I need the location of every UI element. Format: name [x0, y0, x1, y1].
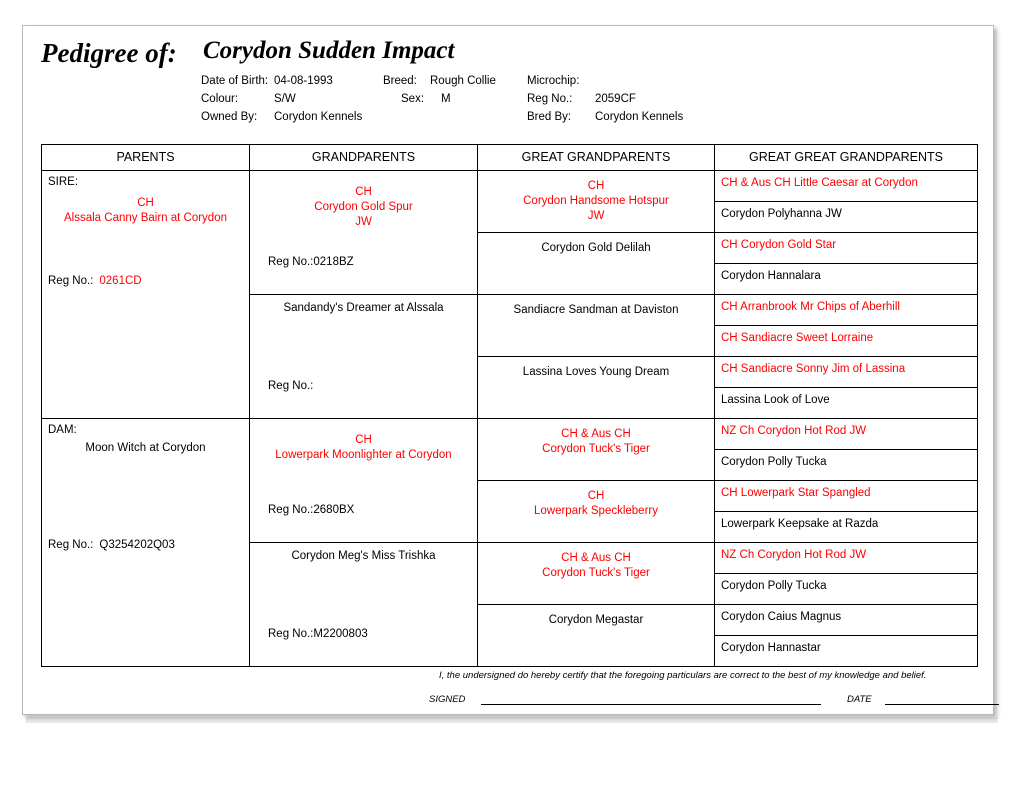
gggp-cell-12 [715, 512, 978, 543]
gggp-cell-1 [715, 171, 978, 202]
sire-title: CH [137, 197, 154, 209]
sire-reg-value: 0261CD [99, 275, 142, 287]
gggp-cell-3 [715, 233, 978, 264]
table-row [42, 419, 978, 450]
pedigree-table [41, 144, 978, 667]
col-header-grandparents: GRANDPARENTS [250, 145, 478, 171]
gggp-cell-11 [715, 481, 978, 512]
gggp-cell-16 [715, 636, 978, 667]
grandparent-cell-2 [250, 295, 478, 419]
microchip-label: Microchip: [527, 75, 580, 87]
great-grandparent-cell-6 [478, 481, 715, 543]
gggp-3-name: CH Corydon Gold Star [721, 239, 837, 251]
grandparent-1-name: Corydon Gold Spur [314, 201, 413, 213]
gggp-cell-13 [715, 543, 978, 574]
gggp-cell-15 [715, 605, 978, 636]
ggp-3-title [478, 295, 714, 303]
ggp-6-name: Lowerpark Speckleberry [533, 505, 658, 517]
grandparent-1-suffix: JW [355, 216, 372, 228]
owned-by-value: Corydon Kennels [274, 111, 363, 123]
gggp-8-name: Lassina Look of Love [721, 394, 830, 406]
owned-by-label: Owned By: [201, 111, 258, 123]
gggp-1-name: CH & Aus CH Little Caesar at Corydon [721, 177, 918, 189]
bred-by-label: Bred By: [527, 111, 572, 123]
ggp-3-name: Sandiacre Sandman at Daviston [513, 304, 679, 316]
bred-by-value: Corydon Kennels [595, 111, 684, 123]
parent-sire-cell [42, 171, 250, 419]
dog-meta-block [201, 72, 901, 126]
col-header-great-grandparents: GREAT GRANDPARENTS [478, 145, 715, 171]
signed-label: SIGNED [429, 694, 466, 705]
table-header-row [42, 145, 978, 171]
col-header-parents: PARENTS [42, 145, 250, 171]
date-label: DATE [847, 694, 872, 705]
grandparent-4-reg-value: M2200803 [313, 628, 368, 640]
sire-reg-label: Reg No.: [48, 275, 94, 287]
grandparent-1-reg-label: Reg No.: [268, 256, 314, 268]
ggp-7-title: CH & Aus CH [561, 552, 631, 564]
dob-label: Date of Birth: [201, 75, 269, 87]
grandparent-4-name: Corydon Meg's Miss Trishka [291, 550, 436, 562]
grandparent-2-name: Sandandy's Dreamer at Alssala [283, 302, 444, 314]
ggp-1-name: Corydon Handsome Hotspur [523, 195, 669, 207]
ggp-6-title: CH [587, 490, 605, 502]
ggp-8-name: Corydon Megastar [548, 614, 644, 626]
grandparent-3-reg-label: Reg No.: [268, 504, 314, 516]
gggp-cell-9 [715, 419, 978, 450]
gggp-10-name: Corydon Polly Tucka [721, 456, 827, 468]
great-grandparent-cell-2 [478, 233, 715, 295]
great-grandparent-cell-8 [478, 605, 715, 667]
sex-value: M [441, 93, 451, 105]
dam-reg-label: Reg No.: [48, 539, 94, 551]
gggp-4-name: Corydon Hannalara [721, 270, 821, 282]
ggp-1-title: CH [587, 180, 605, 192]
grandparent-cell-4 [250, 543, 478, 667]
gggp-13-name: NZ Ch Corydon Hot Rod JW [721, 549, 867, 561]
meta-row-3 [201, 108, 901, 126]
grandparent-3-name: Lowerpark Moonlighter at Corydon [275, 449, 452, 461]
gggp-cell-7 [715, 357, 978, 388]
great-grandparent-cell-5 [478, 419, 715, 481]
gggp-cell-14 [715, 574, 978, 605]
parent-dam-cell [42, 419, 250, 667]
colour-label: Colour: [201, 93, 239, 105]
gggp-11-name: CH Lowerpark Star Spangled [721, 487, 871, 499]
great-grandparent-cell-7 [478, 543, 715, 605]
ggp-1-suffix: JW [587, 210, 605, 222]
pedigree-sheet [22, 25, 994, 715]
grandparent-1-reg [268, 256, 354, 268]
breed-label: Breed: [383, 75, 417, 87]
certification-text: I, the undersigned do hereby certify that the foregoing particulars are correct to the best of my knowledge and belief. [439, 670, 927, 681]
grandparent-2-reg [268, 380, 313, 392]
regno-label: Reg No.: [527, 93, 573, 105]
grandparent-1-reg-value: 0218BZ [313, 256, 354, 268]
grandparent-1-title: CH [355, 186, 372, 198]
grandparent-2-reg-label: Reg No.: [268, 380, 314, 392]
gggp-cell-6 [715, 326, 978, 357]
dob-value: 04-08-1993 [274, 75, 333, 87]
sex-label: Sex: [401, 93, 425, 105]
gggp-cell-10 [715, 450, 978, 481]
colour-value: S/W [274, 93, 296, 105]
gggp-2-name: Corydon Polyhanna JW [721, 208, 842, 220]
sire-reg [48, 275, 142, 287]
grandparent-3-reg-value: 2680BX [313, 504, 355, 516]
gggp-cell-4 [715, 264, 978, 295]
meta-row-2 [201, 90, 901, 108]
grandparent-3-reg [268, 504, 354, 516]
gggp-cell-8 [715, 388, 978, 419]
great-grandparent-cell-4 [478, 357, 715, 419]
gggp-9-name: NZ Ch Corydon Hot Rod JW [721, 425, 867, 437]
ggp-2-title [478, 233, 714, 241]
gggp-5-name: CH Arranbrook Mr Chips of Aberhill [721, 301, 900, 313]
signature-row [429, 692, 989, 708]
dam-reg [48, 539, 175, 551]
great-grandparent-cell-1 [478, 171, 715, 233]
grandparent-cell-1 [250, 171, 478, 295]
gggp-6-name: CH Sandiacre Sweet Lorraine [721, 332, 874, 344]
ggp-8-title [478, 605, 714, 613]
signature-line[interactable] [481, 704, 821, 705]
ggp-7-name: Corydon Tuck's Tiger [542, 567, 650, 579]
meta-row-1 [201, 72, 901, 90]
page-shadow [26, 717, 998, 723]
regno-value: 2059CF [595, 93, 636, 105]
grandparent-4-reg [268, 628, 368, 640]
grandparent-3-title: CH [355, 434, 372, 446]
ggp-2-name: Corydon Gold Delilah [541, 242, 651, 254]
sire-name: Alssala Canny Bairn at Corydon [64, 212, 227, 224]
dog-name-title: Corydon Sudden Impact [203, 37, 455, 64]
grandparent-4-reg-label: Reg No.: [268, 628, 314, 640]
dam-role-label: DAM: [48, 424, 77, 436]
ggp-5-name: Corydon Tuck's Tiger [542, 443, 650, 455]
table-row [42, 171, 978, 202]
grandparent-cell-3 [250, 419, 478, 543]
breed-value: Rough Collie [430, 75, 496, 87]
sire-role-label: SIRE: [48, 176, 79, 188]
ggp-4-title [478, 357, 714, 365]
gggp-15-name: Corydon Caius Magnus [721, 611, 842, 623]
dam-name: Moon Witch at Corydon [85, 442, 206, 454]
great-grandparent-cell-3 [478, 295, 715, 357]
pedigree-of-label: Pedigree of: [41, 38, 177, 68]
date-line[interactable] [885, 704, 999, 705]
dam-reg-value: Q3254202Q03 [99, 539, 175, 551]
gggp-16-name: Corydon Hannastar [721, 642, 821, 654]
gggp-cell-5 [715, 295, 978, 326]
gggp-7-name: CH Sandiacre Sonny Jim of Lassina [721, 363, 906, 375]
gggp-cell-2 [715, 202, 978, 233]
col-header-great-great-grandparents: GREAT GREAT GRANDPARENTS [715, 145, 978, 171]
ggp-5-title: CH & Aus CH [561, 428, 631, 440]
ggp-4-name: Lassina Loves Young Dream [522, 366, 670, 378]
gggp-14-name: Corydon Polly Tucka [721, 580, 827, 592]
gggp-12-name: Lowerpark Keepsake at Razda [721, 518, 879, 530]
